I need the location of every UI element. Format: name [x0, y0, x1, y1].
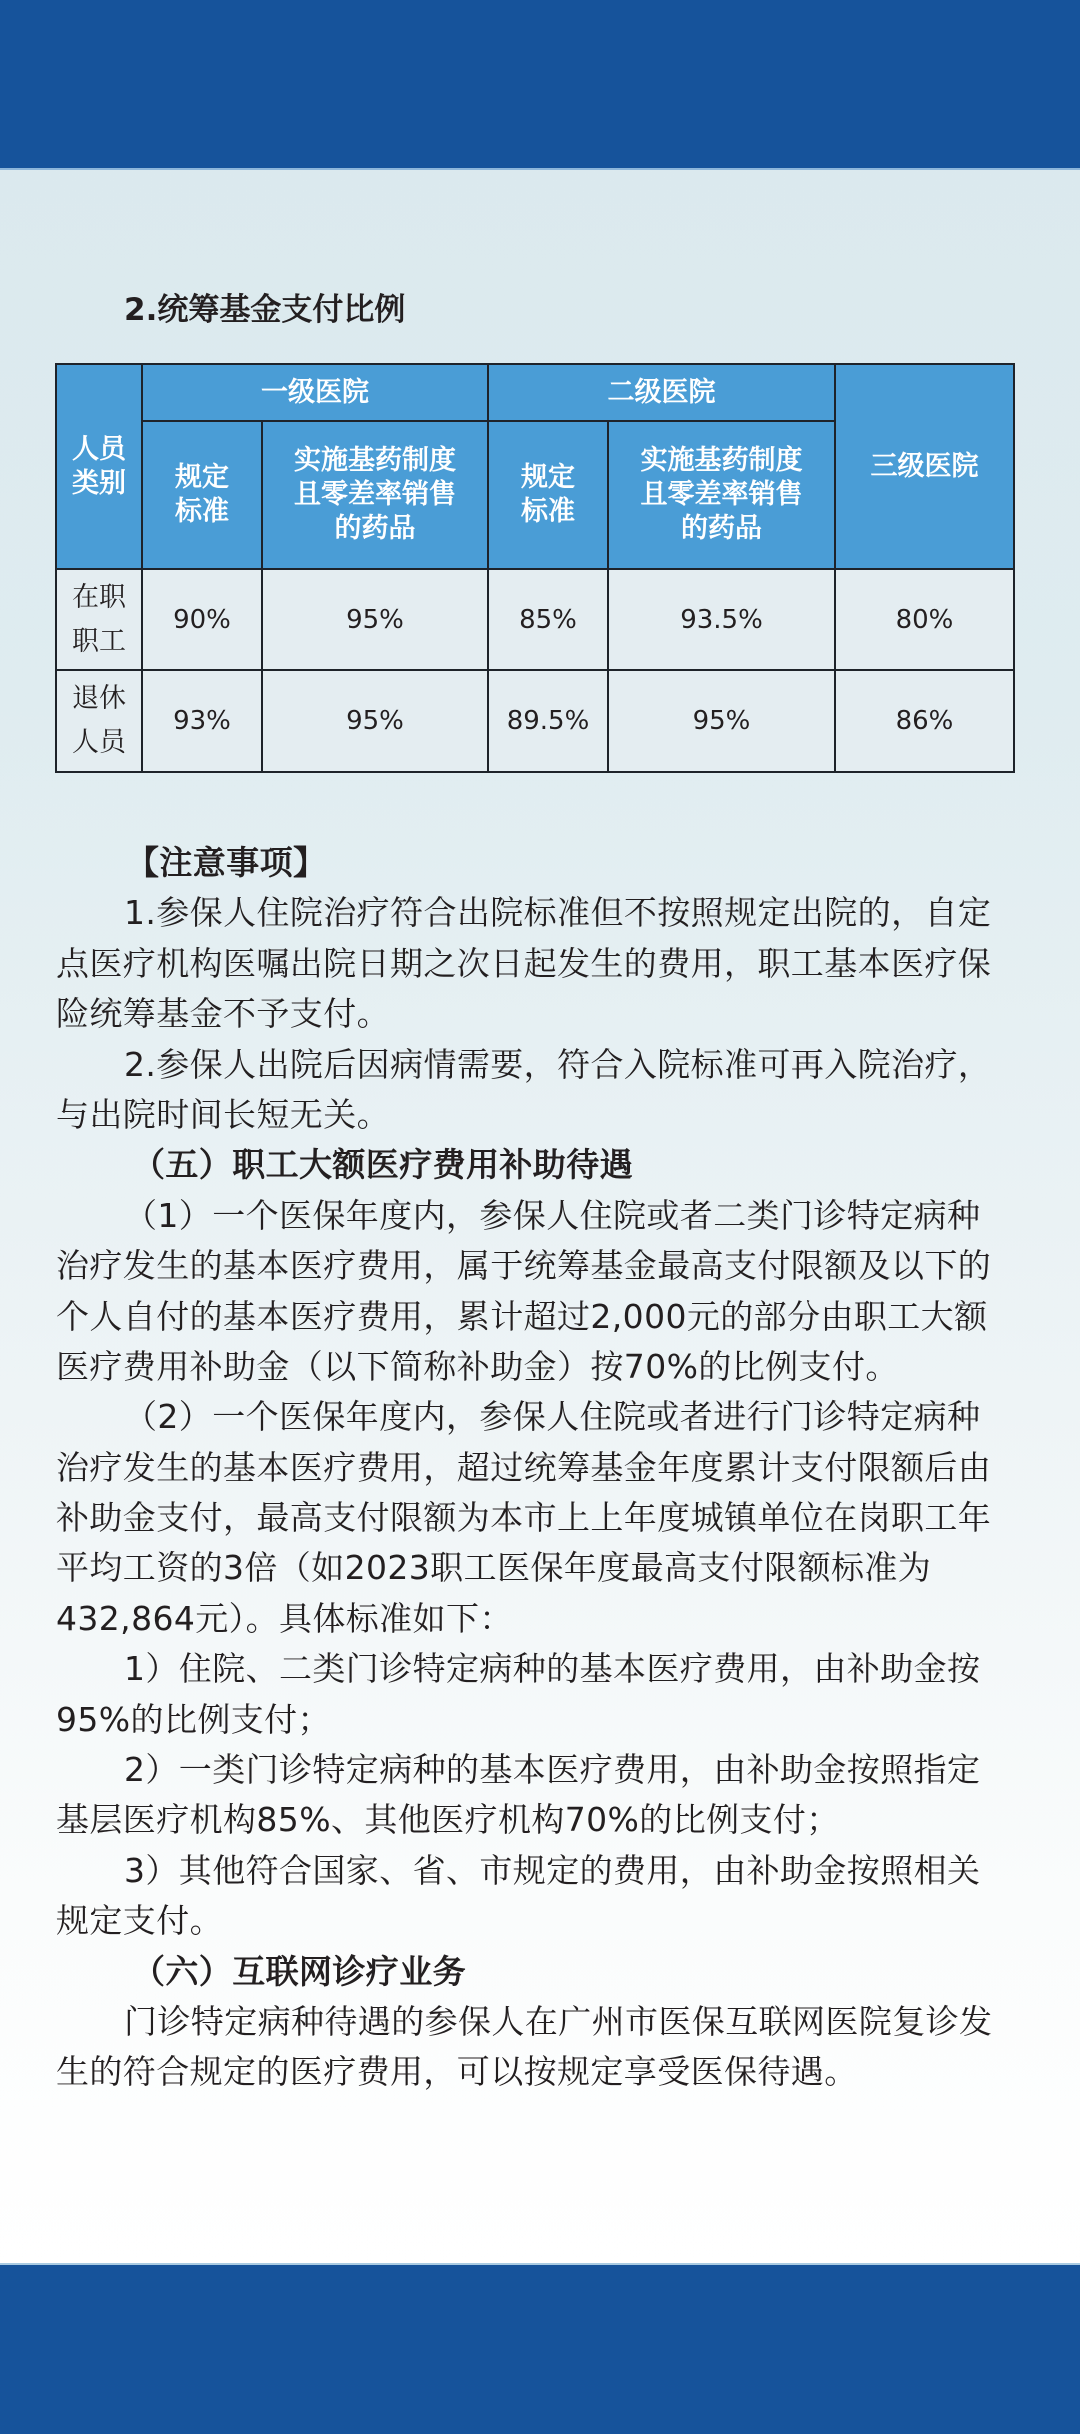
cell-value: 95%: [608, 670, 835, 772]
paragraph-line: 门诊特定病种待遇的参保人在广州市医保互联网医院复诊发: [124, 2001, 993, 2041]
cell-value: 93%: [142, 670, 262, 772]
header-level3-hospital: 三级医院: [835, 364, 1014, 569]
header-text: 的药品: [334, 513, 416, 544]
header-level2-hospital: 二级医院: [488, 364, 835, 421]
paragraph-line: 生的符合规定的医疗费用，可以按规定享受医保待遇。: [56, 2052, 858, 2092]
header-text: 规定: [521, 462, 575, 493]
cell-value: 95%: [262, 670, 488, 772]
header-l2-standard: [488, 421, 608, 569]
row-label-text: 职工: [72, 625, 126, 657]
top-banner: [0, 0, 1080, 170]
section-title: 2.统筹基金支付比例: [124, 292, 406, 328]
section6-heading: （六）互联网诊疗业务: [132, 1951, 466, 1991]
row-label-retired: [56, 670, 142, 772]
paragraph-line: （1）一个医保年度内，参保人住院或者二类门诊特定病种: [124, 1195, 981, 1235]
notes-heading: 【注意事项】: [126, 843, 327, 882]
body-text: [56, 838, 1016, 2098]
header-l1-essential-drugs: [262, 421, 488, 569]
paragraph-line: 基层医疗机构85%、其他医疗机构70%的比例支付；: [56, 1800, 840, 1840]
paragraph-line: 432,864元）。具体标准如下：: [56, 1598, 513, 1638]
header-text: 实施基药制度: [294, 445, 456, 476]
section5-heading: （五）职工大额医疗费用补助待遇: [132, 1145, 633, 1185]
header-text: 且零差率销售: [294, 479, 456, 510]
cell-value: 95%: [262, 569, 488, 670]
row-label-text: 在职: [72, 581, 126, 613]
paragraph-line: 95%的比例支付；: [56, 1699, 331, 1739]
cell-value: 86%: [835, 670, 1014, 772]
paragraph-line: 2）一类门诊特定病种的基本医疗费用，由补助金按照指定: [124, 1750, 981, 1790]
header-text: 的药品: [681, 513, 762, 544]
cell-value: 80%: [835, 569, 1014, 670]
cell-value: 89.5%: [488, 670, 608, 772]
paragraph-line: 险统筹基金不予支付。: [56, 994, 390, 1034]
header-text: 标准: [175, 496, 229, 527]
paragraph-line: 个人自付的基本医疗费用，累计超过2,000元的部分由职工大额: [56, 1296, 988, 1336]
cell-value: 93.5%: [608, 569, 835, 670]
paragraph-line: 规定支付。: [56, 1901, 223, 1941]
bottom-banner: [0, 2263, 1080, 2434]
table-row: [56, 569, 1014, 670]
paragraph-line: 2.参保人出院后因病情需要，符合入院标准可再入院治疗，: [124, 1044, 992, 1084]
cell-value: 90%: [142, 569, 262, 670]
header-text: 规定: [175, 462, 229, 493]
header-text: 标准: [521, 496, 575, 527]
header-level1-hospital: 一级医院: [142, 364, 488, 421]
header-l2-essential-drugs: [608, 421, 835, 569]
paragraph-line: 补助金支付，最高支付限额为本市上上年度城镇单位在岗职工年: [56, 1498, 992, 1538]
paragraph-line: 1.参保人住院治疗符合出院标准但不按照规定出院的，自定: [124, 893, 992, 933]
paragraph-line: 治疗发生的基本医疗费用，属于统筹基金最高支付限额及以下的: [56, 1246, 992, 1286]
header-text: 实施基药制度: [640, 445, 803, 476]
paragraph-line: 医疗费用补助金（以下简称补助金）按70%的比例支付。: [56, 1346, 899, 1386]
paragraph-line: （2）一个医保年度内，参保人住院或者进行门诊特定病种: [124, 1397, 981, 1437]
paragraph-line: 点医疗机构医嘱出院日期之次日起发生的费用，职工基本医疗保: [56, 943, 992, 983]
header-text: 人员: [72, 433, 126, 465]
paragraph-line: 平均工资的3倍（如2023职工医保年度最高支付限额标准为: [56, 1548, 932, 1588]
header-personnel-category: [56, 364, 142, 569]
paragraph-line: 与出院时间长短无关。: [56, 1094, 390, 1134]
cell-value: 85%: [488, 569, 608, 670]
header-text: 类别: [72, 467, 126, 499]
row-label-text: 人员: [72, 727, 126, 758]
paragraph-line: 治疗发生的基本医疗费用，超过统筹基金年度累计支付限额后由: [56, 1447, 992, 1487]
paragraph-line: 3）其他符合国家、省、市规定的费用，由补助金按照相关: [124, 1850, 981, 1890]
table-row: [56, 670, 1014, 772]
row-label-employed: [56, 569, 142, 670]
header-text: 且零差率销售: [640, 479, 803, 510]
paragraph-line: 1）住院、二类门诊特定病种的基本医疗费用，由补助金按: [124, 1649, 981, 1689]
payment-ratio-table: [55, 363, 1015, 773]
header-l1-standard: [142, 421, 262, 569]
table-header-row-groups: [56, 364, 1014, 421]
row-label-text: 退休: [72, 683, 126, 714]
